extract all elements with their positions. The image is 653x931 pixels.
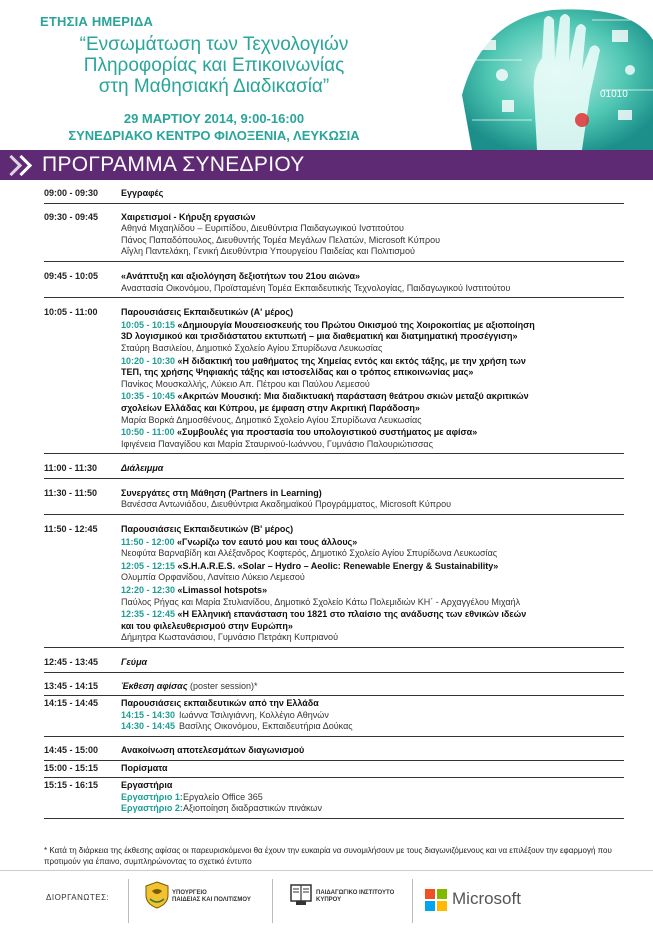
session-title	[121, 763, 624, 775]
schedule-gap	[44, 454, 624, 461]
talk-time: 10:20 - 10:30	[121, 355, 176, 366]
schedule-block	[44, 461, 624, 479]
talk-item	[121, 537, 624, 560]
schedule-block	[44, 778, 624, 819]
schedule-block	[44, 655, 624, 673]
event-venue: ΣΥΝΕΔΡΙΑΚΟ ΚΕΝΤΡΟ ΦΙΛΟΞΕΝΙΑ, ΛΕΥΚΩΣΙΑ	[68, 128, 360, 143]
schedule-time: 14:45 - 15:00	[44, 744, 99, 755]
hand-technology-illustration	[442, 0, 653, 150]
session-title-suffix: (poster session)*	[187, 680, 258, 691]
talk-speaker: Ιφιγένεια Παναγίδου και Μαρία Σταυρινού-Ιωάννου, Γυμνάσιο Παλουριώτισσας	[121, 438, 433, 449]
talk-time: 10:35 - 10:45	[121, 391, 176, 402]
schedule-time: 11:50 - 12:45	[44, 524, 98, 535]
talk-time: 14:30 - 14:45	[121, 721, 176, 732]
talk-time: 11:50 - 12:00	[121, 536, 175, 547]
schedule-body	[121, 212, 624, 258]
schedule-block	[44, 696, 624, 737]
footer-organizers	[0, 870, 653, 931]
schedule-body	[121, 488, 624, 511]
schedule-gap	[44, 515, 624, 522]
event-title	[34, 34, 394, 97]
session-title	[121, 745, 624, 757]
speaker-line: Αναστασία Οικονόμου, Προϊσταμένη Τομέα Εκπαιδευτικής Τεχνολογίας, Παιδαγωγικού Ινστιτούτου	[121, 282, 511, 293]
workshop-name: Αξιοποίηση διαδραστικών πινάκων	[183, 803, 322, 814]
schedule-time: 15:00 - 15:15	[44, 762, 99, 773]
talk-time: 10:05 - 10:15	[121, 319, 176, 330]
session-title-text: Διάλειμμα	[121, 463, 164, 474]
schedule-block	[44, 305, 624, 454]
talk-title-continued: και του φιλελευθερισμού στην Ευρώπη»	[121, 620, 293, 631]
footnote: * Κατά τη διάρκεια της έκθεσης αφίσας οι παρευρισκόμενοι θα έχουν την ευκαιρία να συνομιλήσουν με τους διαγωνιζόμενους και να επιλέξουν την εφαρμογή που προτιμούν για έπαινο, συμπληρώνοντας το σχετικό έντυπο	[44, 846, 612, 866]
talk-speaker: Σταύρη Βασιλείου, Δημοτικό Σχολείο Αγίου Σπυρίδωνα Λευκωσίας	[121, 342, 383, 353]
talk-title-text: «Limassol hotspots»	[175, 585, 268, 596]
microsoft-logo-icon	[425, 889, 447, 911]
session-title	[121, 188, 624, 200]
schedule-block	[44, 761, 624, 779]
schedule-time: 13:45 - 14:15	[44, 680, 99, 691]
schedule-body	[121, 698, 624, 733]
schedule-row	[44, 698, 624, 733]
talk-item	[121, 561, 624, 584]
schedule-row	[44, 307, 624, 450]
schedule-time: 14:15 - 14:45	[44, 698, 99, 709]
schedule-block	[44, 743, 624, 761]
talk-title	[121, 391, 624, 403]
session-title-text: «Ανάπτυξη και αξιολόγηση δεξιοτήτων του 21ου αιώνα»	[121, 270, 361, 281]
divider	[128, 879, 129, 923]
session-title	[121, 307, 624, 319]
session-title	[121, 657, 624, 669]
session-title-text: Ανακοίνωση αποτελεσμάτων διαγωνισμού	[121, 744, 305, 755]
workshop-item	[121, 792, 624, 804]
talk-title-text: «S.H.A.R.E.S. «Solar – Hydro – Aeolic: Renewable Energy & Sustainability»	[175, 560, 499, 571]
schedule-row	[44, 780, 624, 815]
talk-title-text: «Συμβουλές για προστασία του υπολογιστικού συστήματος με αφίσα»	[174, 427, 478, 438]
schedule-body	[121, 463, 624, 475]
binary-digits: 01010	[600, 89, 628, 100]
schedule-row	[44, 524, 624, 644]
session-title-text: Παρουσιάσεις Εκπαιδευτικών (Β' μέρος)	[121, 524, 294, 535]
schedule-gap	[44, 648, 624, 655]
schedule-row	[44, 488, 624, 511]
talk-item	[121, 356, 624, 391]
speaker-line: Αθηνά Μιχαηλίδου – Ευριπίδου, Διευθύντρια Παιδαγωγικού Ινστιτούτου	[121, 223, 404, 234]
schedule-time: 10:05 - 11:00	[44, 307, 98, 318]
talk-speaker: Βασίλης Οικονόμου, Εκπαιδευτήρια Δούκας	[179, 721, 353, 732]
talk-title-continued: ΤΕΠ, της χρήσης Ψηφιακής τάξης και ιστοσελίδας και ο τρόπος επικοινωνίας μας»	[121, 367, 474, 378]
schedule-row	[44, 463, 624, 475]
program-banner	[0, 150, 653, 180]
talk-item	[121, 391, 624, 426]
talk-title-text: «Ακριτών Μουσική: Μια διαδικτυακή παράσταση θεάτρου σκιών μεταξύ ακριτικών	[175, 391, 529, 402]
talk-speaker: Παύλος Ρήγας και Μαρία Στυλιανίδου, Δημοτικό Σχολείο Κάτω Πολεμιδιών ΚΗ΄ - Αρχαγγέλου Μιχαήλ	[121, 596, 521, 607]
event-title-line: “Ενσωμάτωση των Τεχνολογιών	[79, 34, 349, 55]
talk-title-text: «Η διδακτική του μαθήματος της Χημείας εντός και εκτός τάξης, με την χρήση των	[175, 355, 526, 366]
talk-speaker: Νεοφύτα Βαρναβίδη και Αλέξανδρος Κοφτερός, Δημοτικό Σχολείο Αγίου Σπυρίδωνα Λευκωσίας	[121, 548, 498, 559]
divider	[272, 879, 273, 923]
schedule-gap	[44, 479, 624, 486]
schedule-body	[121, 271, 624, 294]
talk-title	[121, 356, 624, 368]
talk-time: 10:50 - 11:00	[121, 427, 175, 438]
session-title-text: Πορίσματα	[121, 762, 168, 773]
session-title	[121, 212, 624, 224]
schedule-block	[44, 522, 624, 648]
talk-title-continued: 3D λογισμικού και τρισδιάστατου εκτυπωτή – μια διαθεματική και διατμηματική προσέγγιση»	[121, 331, 518, 342]
talk-item	[121, 710, 624, 722]
session-title	[121, 780, 624, 792]
institute-name: ΠΑΙΔΑΓΩΓΙΚΟ ΙΝΣΤΙΤΟΥΤΟ	[316, 890, 395, 896]
talk-time: 12:35 - 12:45	[121, 609, 176, 620]
schedule-row	[44, 188, 624, 200]
ministry-name: ΠΑΙΔΕΙΑΣ ΚΑΙ ΠΟΛΙΤΙΣΜΟΥ	[172, 897, 251, 903]
schedule-body	[121, 188, 624, 200]
talk-title-text: «Δημιουργία Μουσειοσκευής του Πρώτου Οικισμού της Χοιροκοιτίας με αξιοποίηση	[175, 319, 535, 330]
schedule-gap	[44, 262, 624, 269]
schedule-time: 09:00 - 09:30	[44, 188, 99, 198]
schedule-body	[121, 307, 624, 450]
session-title-text: Έκθεση αφίσας	[121, 680, 188, 691]
session-title	[121, 698, 624, 710]
session-title-text: Εργαστήρια	[121, 780, 173, 791]
event-date-venue	[34, 110, 394, 144]
talk-speaker: Δήμητρα Κωστανάσιου, Γυμνάσιο Πετράκη Κυπριανού	[121, 632, 338, 643]
schedule-body	[121, 763, 624, 775]
ministry-name: ΥΠΟΥΡΓΕΙΟ	[172, 890, 207, 896]
workshop-label: Εργαστήριο 1:	[121, 791, 183, 802]
session-title-text: Συνεργάτες στη Μάθηση (Partners in Learning)	[121, 487, 322, 498]
schedule-row	[44, 212, 624, 258]
talk-item	[121, 320, 624, 355]
institute-emblem-icon	[288, 881, 314, 907]
speaker-line: Αΐγλη Παντελάκη, Γενική Διευθύντρια Υπουργείου Παιδείας και Πολιτισμού	[121, 246, 415, 257]
session-title-text: Εγγραφές	[121, 188, 164, 198]
schedule-body	[121, 657, 624, 669]
talk-title-text: «Γνωρίζω τον εαυτό μου και τους άλλους»	[174, 536, 358, 547]
schedule-block	[44, 210, 624, 262]
schedule-body	[121, 745, 624, 757]
talk-speaker: Ολυμπία Ορφανίδου, Λανίτειο Λύκειο Λεμεσού	[121, 572, 305, 583]
talk-title	[121, 427, 624, 439]
talk-item	[121, 427, 624, 450]
schedule-time: 09:30 - 09:45	[44, 211, 99, 222]
event-title-line: στη Μαθησιακή Διαδικασία”	[98, 76, 330, 97]
schedule-time: 09:45 - 10:05	[44, 270, 99, 281]
talk-speaker: Μαρία Βορκά Δημοσθένους, Δημοτικό Σχολείο Αγίου Σπυρίδωνα Λευκωσίας	[121, 414, 422, 425]
schedule-block	[44, 186, 624, 204]
talk-speaker: Ιωάννα Τσιλιγιάννη, Κολλέγιο Αθηνών	[179, 709, 329, 720]
microsoft-name: Microsoft	[452, 889, 521, 908]
session-title	[121, 488, 624, 500]
schedule-block	[44, 486, 624, 515]
cyprus-emblem-icon	[144, 881, 170, 909]
program-schedule	[44, 186, 624, 819]
talk-item	[121, 609, 624, 644]
workshop-label: Εργαστήριο 2:	[121, 803, 183, 814]
event-date: 29 ΜΑΡΤΙΟΥ 2014, 9:00-16:00	[123, 111, 305, 126]
schedule-block	[44, 269, 624, 298]
workshop-name: Εργαλείο Office 365	[183, 791, 263, 802]
schedule-row	[44, 745, 624, 757]
talk-title	[121, 561, 624, 573]
talk-item	[121, 585, 624, 608]
schedule-body	[121, 524, 624, 644]
schedule-row	[44, 763, 624, 775]
schedule-time: 11:00 - 11:30	[44, 463, 98, 474]
talk-time: 14:15 - 14:30	[121, 709, 176, 720]
session-title	[121, 463, 624, 475]
divider	[412, 879, 413, 923]
speaker-line: Πάνος Παπαδόπουλος, Διευθυντής Τομέα Μεγάλων Πελατών, Microsoft Κύπρου	[121, 234, 440, 245]
talk-title	[121, 585, 624, 597]
talk-title	[121, 320, 624, 332]
talk-speaker: Πανίκος Μουσκαλλής, Λύκειο Απ. Πέτρου και Παύλου Λεμεσού	[121, 378, 370, 389]
schedule-body	[121, 681, 624, 693]
schedule-time: 15:15 - 16:15	[44, 780, 99, 791]
talk-title-continued: σχολείων Ελλάδας και Κύπρου, με έμφαση στην Ακριτική Παράδοση»	[121, 402, 420, 413]
session-title	[121, 271, 624, 283]
session-title	[121, 681, 624, 693]
schedule-body	[121, 780, 624, 815]
talk-title	[121, 609, 624, 621]
header	[0, 0, 653, 150]
speaker-line: Βανέσσα Αντωνιάδου, Διευθύντρια Ακαδημαϊκού Προγράμματος, Microsoft Κύπρου	[121, 499, 452, 510]
schedule-row	[44, 657, 624, 669]
talk-time: 12:05 - 12:15	[121, 560, 176, 571]
session-title	[121, 524, 624, 536]
institute-name: ΚΥΠΡΟΥ	[316, 897, 342, 903]
talk-item	[121, 721, 624, 733]
schedule-block	[44, 679, 624, 697]
schedule-time: 12:45 - 13:45	[44, 657, 99, 667]
session-title-text: Γεύμα	[121, 657, 148, 667]
session-title-text: Χαιρετισμοί - Κήρυξη εργασιών	[121, 211, 256, 222]
schedule-time: 11:30 - 11:50	[44, 487, 98, 498]
schedule-row	[44, 271, 624, 294]
session-title-text: Παρουσιάσεις Εκπαιδευτικών (Α' μέρος)	[121, 307, 294, 318]
event-title-line: Πληροφορίας και Επικοινωνίας	[83, 55, 345, 76]
schedule-gap	[44, 298, 624, 305]
talk-title-text: «Η Ελληνική επανάσταση του 1821 στο πλαίσιο της ανάδυσης των εθνικών ιδεών	[175, 609, 527, 620]
schedule-row	[44, 681, 624, 693]
workshop-item	[121, 803, 624, 815]
program-title: ΠΡΟΓΡΑΜΜΑ ΣΥΝΕΔΡΙΟΥ	[42, 153, 305, 176]
talk-title	[121, 537, 624, 549]
talk-time: 12:20 - 12:30	[121, 585, 176, 596]
organizers-label: ΔΙΟΡΓΑΝΩΤΕΣ:	[46, 893, 110, 902]
event-kicker: ΕΤΗΣΙΑ ΗΜΕΡΙΔΑ	[40, 14, 154, 29]
session-title-text: Παρουσιάσεις εκπαιδευτικών από την Ελλάδα	[121, 698, 319, 709]
